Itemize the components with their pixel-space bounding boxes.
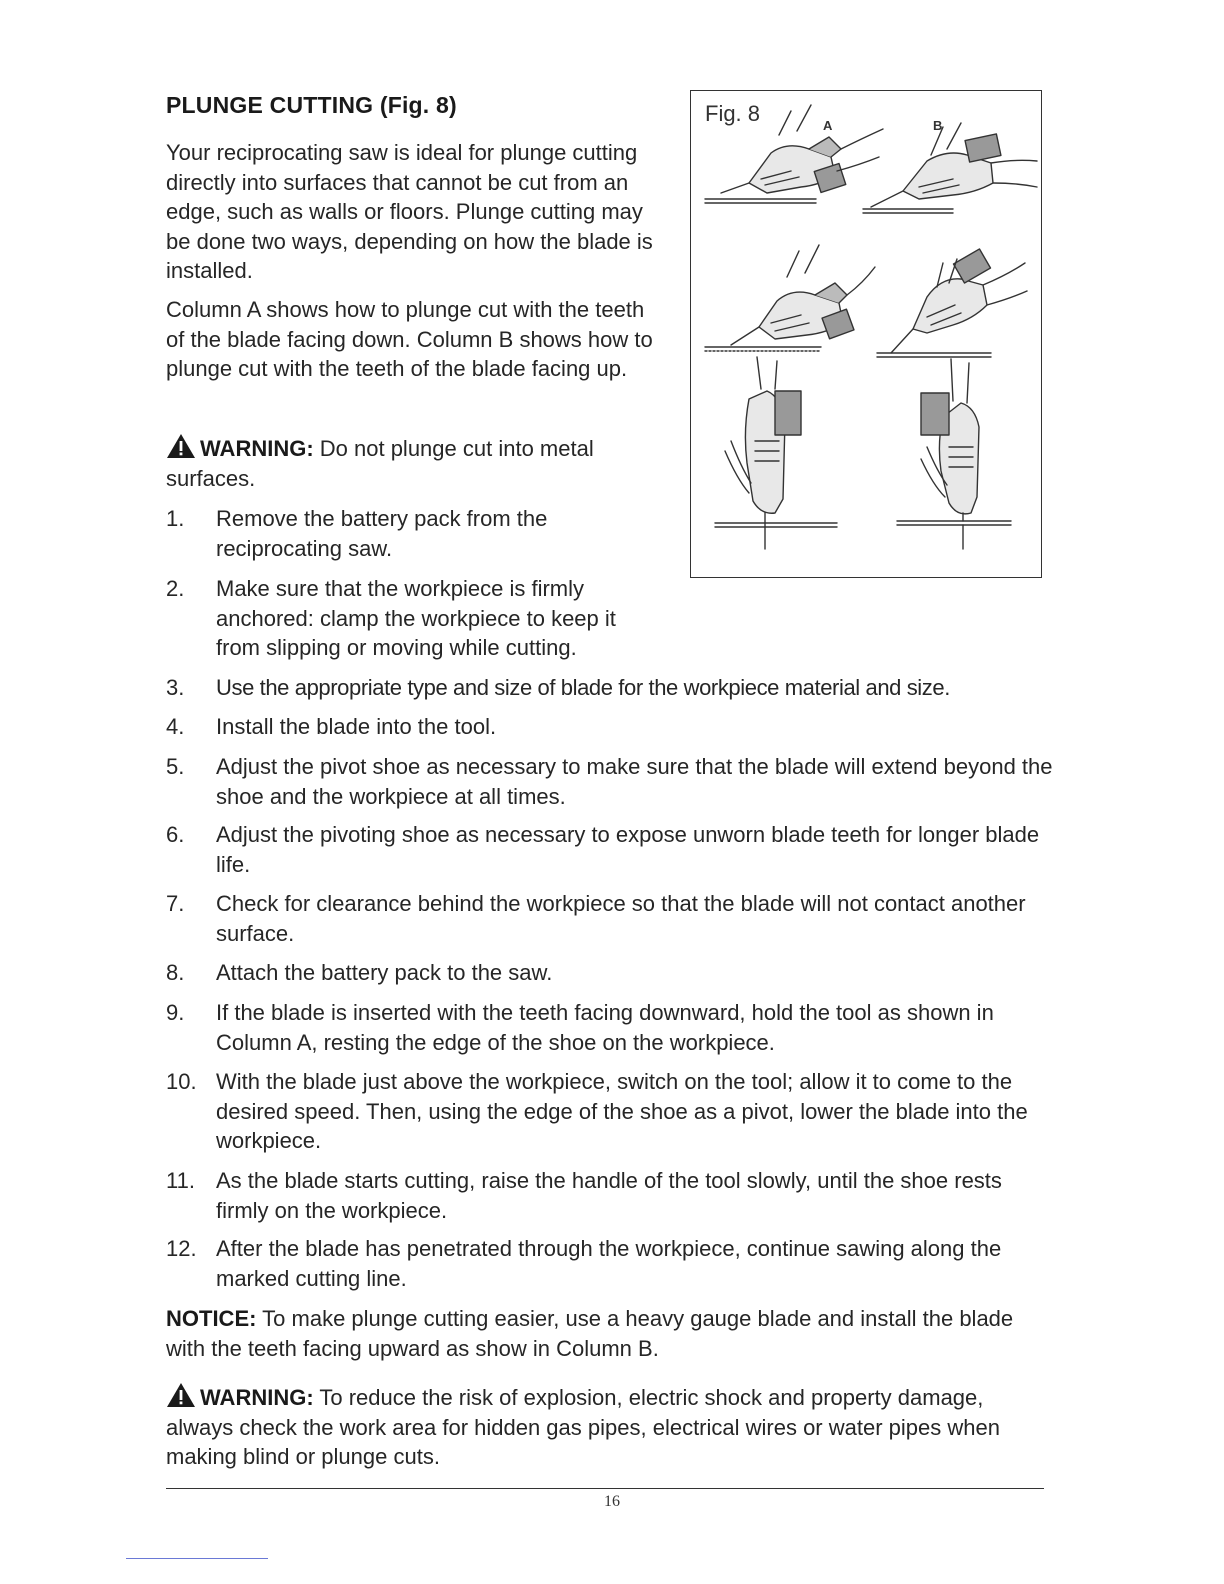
step-text: As the blade starts cutting, raise the handle of the tool slowly, until the shoe rests firmly on the workpiece. bbox=[216, 1168, 1002, 1223]
figure-label: Fig. 8 bbox=[705, 101, 761, 126]
notice-paragraph bbox=[166, 1304, 1056, 1363]
step-number: 1. bbox=[166, 506, 185, 531]
saw-illustration-a2 bbox=[705, 245, 875, 351]
page-number: 16 bbox=[604, 1493, 620, 1510]
step-text: Use the appropriate type and size of blade for the workpiece material and size. bbox=[216, 675, 950, 700]
plunge-cut-illustrations bbox=[691, 91, 1043, 579]
step-text: Install the blade into the tool. bbox=[216, 714, 497, 739]
step-number: 3. bbox=[166, 675, 185, 700]
column-b-label: B bbox=[933, 118, 943, 133]
step-text: Make sure that the workpiece is firmly anchored: clamp the workpiece to keep it from slipping or moving while cutting. bbox=[216, 576, 616, 660]
step-item bbox=[166, 1234, 1056, 1293]
warning-triangle-icon bbox=[166, 433, 196, 459]
step-number: 8. bbox=[166, 960, 185, 985]
step-number: 4. bbox=[166, 714, 185, 739]
footer-rule bbox=[166, 1488, 1044, 1489]
warning-triangle-icon bbox=[166, 1382, 196, 1408]
warning-metal-surfaces bbox=[166, 433, 646, 493]
notice-label: NOTICE: bbox=[166, 1306, 257, 1331]
saw-illustration-b3 bbox=[897, 359, 1011, 549]
step-number: 12. bbox=[166, 1236, 197, 1261]
warning-hidden-utilities bbox=[166, 1382, 1056, 1472]
step-item bbox=[166, 958, 1056, 988]
step-text: Adjust the pivot shoe as necessary to make sure that the blade will extend beyond the shoe and the workpiece at all times. bbox=[216, 754, 1053, 809]
step-text: Remove the battery pack from the reciprocating saw. bbox=[216, 506, 548, 561]
step-item bbox=[166, 998, 1056, 1057]
step-item bbox=[166, 504, 606, 563]
warning-label: WARNING: bbox=[200, 1385, 314, 1410]
step-text: If the blade is inserted with the teeth facing downward, hold the tool as shown in Column A, resting the edge of the shoe on the workpiece. bbox=[216, 1000, 994, 1055]
columns-paragraph: Column A shows how to plunge cut with the teeth of the blade facing down. Column B shows how to plunge cut with the teeth of the blade facing up. bbox=[166, 297, 653, 381]
figure-8 bbox=[690, 90, 1042, 578]
warning-label: WARNING: bbox=[200, 436, 314, 461]
corner-mark bbox=[126, 1558, 268, 1559]
saw-illustration-b1 bbox=[863, 123, 1037, 213]
step-item bbox=[166, 712, 1056, 742]
step-text: Adjust the pivoting shoe as necessary to expose unworn blade teeth for longer blade life. bbox=[216, 822, 1040, 877]
step-text: Attach the battery pack to the saw. bbox=[216, 960, 553, 985]
notice-text: To make plunge cutting easier, use a heavy gauge blade and install the blade with the teeth facing upward as show in Column B. bbox=[166, 1306, 1014, 1361]
section-heading: PLUNGE CUTTING (Fig. 8) bbox=[166, 92, 457, 118]
step-item bbox=[166, 1166, 1056, 1225]
step-text: After the blade has penetrated through the workpiece, continue sawing along the marked cutting line. bbox=[216, 1236, 1002, 1291]
saw-illustration-a3 bbox=[715, 357, 837, 549]
step-text: Check for clearance behind the workpiece so that the blade will not contact another surface. bbox=[216, 891, 1026, 946]
step-number: 2. bbox=[166, 576, 185, 601]
step-item bbox=[166, 1067, 1056, 1156]
warning-text: To reduce the risk of explosion, electric shock and property damage, always check the work area for hidden gas pipes, electrical wires or water pipes when making blind or plunge cuts. bbox=[166, 1385, 1000, 1469]
step-item bbox=[166, 820, 1056, 879]
step-number: 10. bbox=[166, 1069, 197, 1094]
column-a-label: A bbox=[823, 118, 833, 133]
step-number: 5. bbox=[166, 754, 185, 779]
step-item bbox=[166, 574, 1056, 663]
step-number: 6. bbox=[166, 822, 185, 847]
step-item bbox=[166, 889, 1056, 948]
step-number: 11. bbox=[166, 1168, 195, 1193]
intro-paragraph: Your reciprocating saw is ideal for plunge cutting directly into surfaces that cannot be cut from an edge, such as walls or floors. Plunge cutting may be done two ways, depending on how the blade is installed. bbox=[166, 140, 653, 283]
saw-illustration-a1 bbox=[705, 105, 883, 203]
saw-illustration-b2 bbox=[877, 249, 1027, 357]
warning-text: Do not plunge cut into metal surfaces. bbox=[166, 436, 594, 491]
step-text: With the blade just above the workpiece, switch on the tool; allow it to come to the desired speed. Then, using the edge of the shoe as a pivot, lower the blade into the workpiece. bbox=[216, 1069, 1028, 1153]
step-number: 9. bbox=[166, 1000, 185, 1025]
step-item bbox=[166, 752, 1056, 811]
step-number: 7. bbox=[166, 891, 185, 916]
step-item bbox=[166, 673, 1056, 703]
